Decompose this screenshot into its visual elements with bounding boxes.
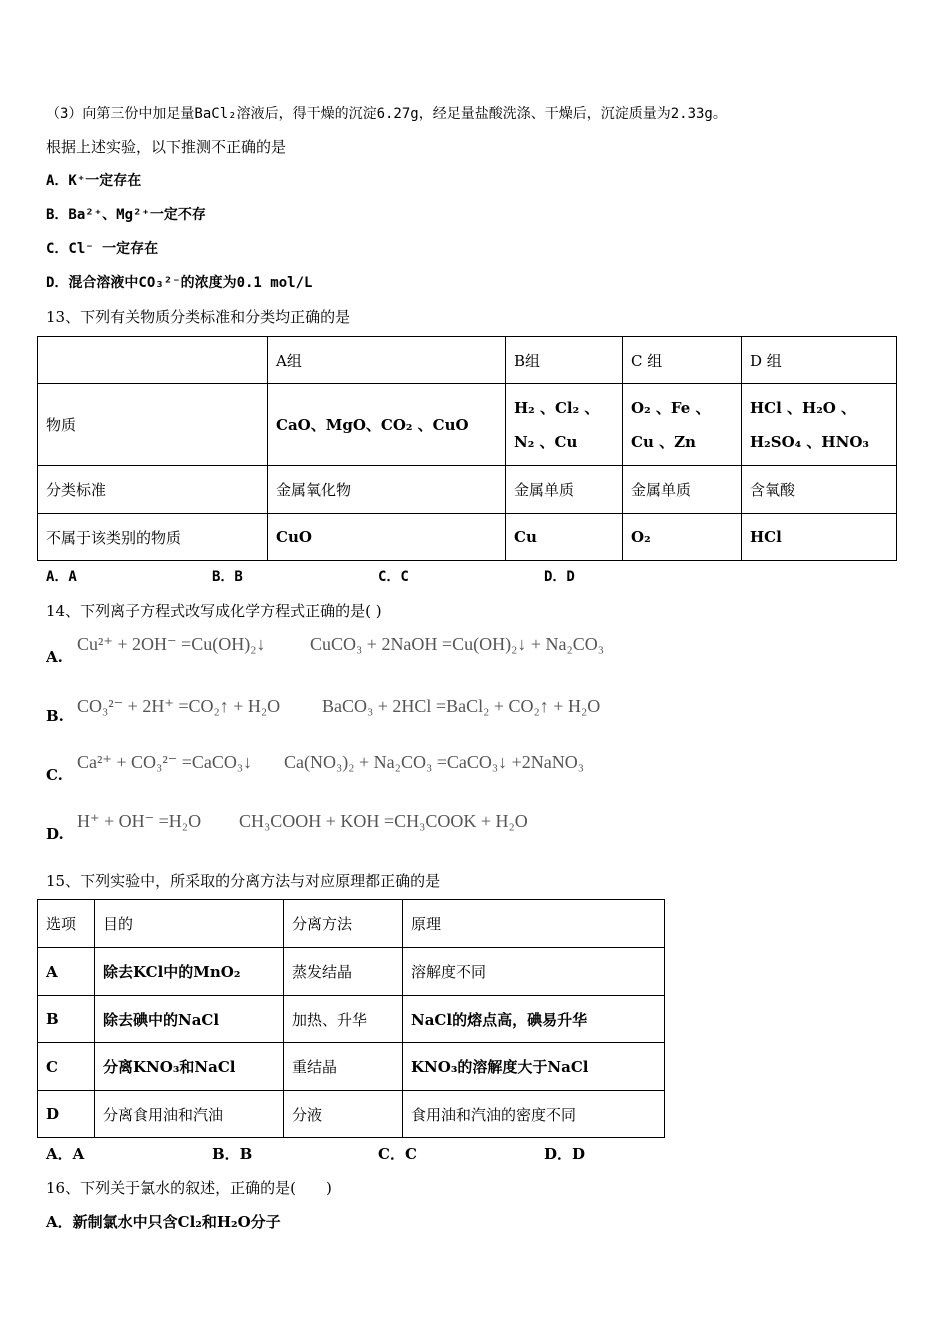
table-cell: A [38,948,95,996]
table-cell: Cu [506,514,623,561]
table-cell: D [38,1091,95,1138]
q16-title: 16、下列关于氯水的叙述，正确的是( ) [46,1179,332,1197]
table-cell: 物质 [38,384,268,466]
table-cell: 不属于该类别的物质 [38,514,268,561]
table-cell: 重结晶 [284,1043,403,1091]
table-cell: 分液 [284,1091,403,1138]
q15-title: 15、下列实验中，所采取的分离方法与对应原理都正确的是 [46,872,441,890]
q15-choices [46,1143,710,1164]
table-cell: C [38,1043,95,1091]
q15-header-cell: 选项 [38,900,95,948]
table-cell: 溶解度不同 [403,948,665,996]
table-cell: 分离食用油和汽油 [95,1091,284,1138]
q13-choice-b: B．B [212,569,243,585]
q13-choice-c: C．C [378,569,409,585]
q13-choice-d: D．D [544,569,575,585]
q12-option-b: B．Ba²⁺、Mg²⁺一定不存 [46,207,206,223]
q15-header-cell: 分离方法 [284,900,403,948]
q12-step3: （3）向第三份中加足量BaCl₂溶液后，得干燥的沉淀6.27g，经足量盐酸洗涤、干燥后，沉淀质量为2.33g。 [46,106,727,122]
q14-label-a: A. [46,648,63,666]
q13-header-cell: D 组 [742,337,897,384]
q12-question: 根据上述实验，以下推测不正确的是 [46,138,287,156]
q13-title: 13、下列有关物质分类标准和分类均正确的是 [46,308,351,326]
table-cell: HCl [742,514,897,561]
q15-choice-c: C．C [378,1145,417,1163]
q14-b-ionic-equation: CO₃²⁻ + 2H⁺ =CO₂↑ + H₂O [77,696,281,716]
q14-label-c: C. [46,766,63,784]
q14-title: 14、下列离子方程式改写成化学方程式正确的是( ) [46,602,382,620]
table-row [38,996,665,1043]
q14-c-molecular-equation: Ca(NO₃)₂ + Na₂CO₃ =CaCO₃↓ +2NaNO₃ [284,752,585,772]
q12-option-a: A．K⁺一定存在 [46,173,142,189]
table-cell: 含氧酸 [742,466,897,514]
q15-header-cell: 目的 [95,900,284,948]
table-cell: B [38,996,95,1043]
q14-a-molecular-equation: CuCO₃ + 2NaOH =Cu(OH)₂↓ + Na₂CO₃ [310,634,605,654]
table-row [38,384,897,466]
table-row [38,514,897,561]
q12-option-c: C．Cl⁻ 一定存在 [46,241,159,257]
table-row [38,948,665,996]
table-cell: 分类标准 [38,466,268,514]
table-row [38,466,897,514]
q14-b-molecular-equation: BaCO₃ + 2HCl =BaCl₂ + CO₂↑ + H₂O [322,696,601,716]
table-cell: KNO₃的溶解度大于NaCl [403,1043,665,1091]
q14-label-d: D. [46,825,64,843]
q13-header-cell: B组 [506,337,623,384]
table-cell: 金属氧化物 [268,466,506,514]
table-cell: 金属单质 [623,466,742,514]
q14-c-ionic-equation: Ca²⁺ + CO₃²⁻ =CaCO₃↓ [77,752,253,772]
q14-label-b: B. [46,707,64,725]
q13-choices [46,566,710,586]
table-cell: HCl 、H₂O 、H₂SO₄ 、HNO₃ [742,384,897,466]
q15-choice-b: B．B [212,1145,253,1163]
table-cell: 金属单质 [506,466,623,514]
q13-header-cell: C 组 [623,337,742,384]
q13-header-cell: A组 [268,337,506,384]
table-cell: 加热、升华 [284,996,403,1043]
table-cell: 蒸发结晶 [284,948,403,996]
table-cell: CaO、MgO、CO₂ 、CuO [268,384,506,466]
q15-table [37,899,665,1138]
q14-d-ionic-equation: H⁺ + OH⁻ =H₂O [77,811,202,831]
q14-a-ionic-equation: Cu²⁺ + 2OH⁻ =Cu(OH)₂↓ [77,634,266,654]
q15-header-cell: 原理 [403,900,665,948]
table-cell: H₂ 、Cl₂ 、N₂ 、Cu [506,384,623,466]
q13-choice-a: A．A [46,569,77,585]
table-cell: NaCl的熔点高，碘易升华 [403,996,665,1043]
table-cell: 食用油和汽油的密度不同 [403,1091,665,1138]
table-cell: 除去KCl中的MnO₂ [95,948,284,996]
q16-option-a: A．新制氯水中只含Cl₂和H₂O分子 [46,1213,281,1231]
table-cell: 分离KNO₃和NaCl [95,1043,284,1091]
table-cell: O₂ 、Fe 、Cu 、Zn [623,384,742,466]
table-row [38,1091,665,1138]
q13-table [37,336,897,561]
q14-d-molecular-equation: CH₃COOH + KOH =CH₃COOK + H₂O [239,811,528,831]
q12-option-d: D．混合溶液中CO₃²⁻的浓度为0.1 mol/L [46,275,313,291]
table-cell: O₂ [623,514,742,561]
q15-choice-d: D．D [544,1145,586,1163]
table-cell: CuO [268,514,506,561]
table-row [38,1043,665,1091]
q13-header-cell [38,337,268,384]
q15-choice-a: A．A [46,1145,85,1163]
table-cell: 除去碘中的NaCl [95,996,284,1043]
